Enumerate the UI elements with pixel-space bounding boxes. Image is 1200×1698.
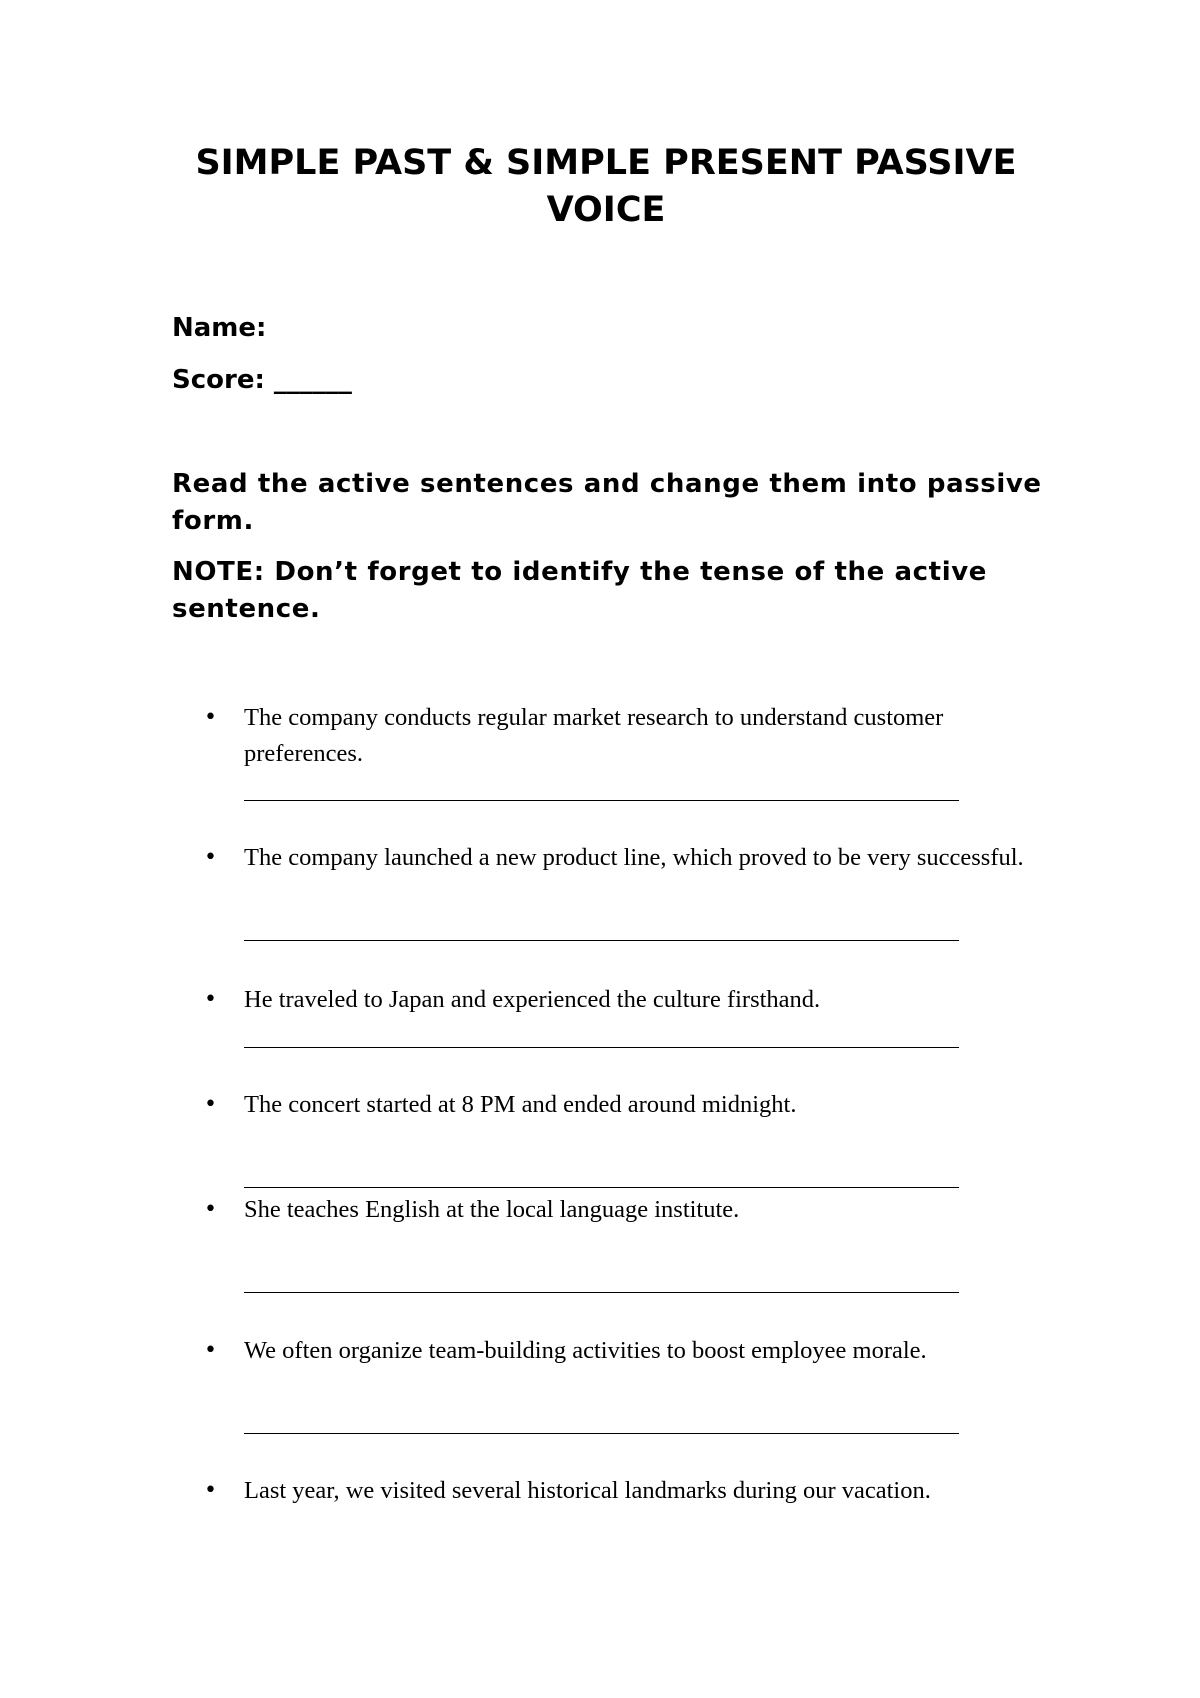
name-label: Name:	[172, 313, 267, 343]
exercise-sentence: The company conducts regular market research to understand customer preferences.	[244, 704, 944, 767]
score-label: Score: ______	[172, 365, 352, 395]
answer-line[interactable]	[244, 1433, 959, 1434]
answer-line[interactable]	[244, 800, 959, 801]
bullet-icon: •	[204, 705, 217, 730]
answer-line[interactable]	[244, 1047, 959, 1048]
instruction-text: Read the active sentences and change them into passive form.	[172, 469, 1042, 536]
answer-line[interactable]	[244, 1292, 959, 1293]
bullet-icon: •	[204, 1092, 217, 1117]
bullet-icon: •	[204, 987, 217, 1012]
bullet-icon: •	[204, 1338, 217, 1363]
answer-line[interactable]	[244, 940, 959, 941]
exercise-sentence: The company launched a new product line, which proved to be very successful.	[244, 844, 1024, 871]
exercise-sentence: She teaches English at the local language institute.	[244, 1196, 740, 1223]
bullet-icon: •	[204, 845, 217, 870]
exercise-sentence: He traveled to Japan and experienced the culture firsthand.	[244, 986, 821, 1013]
exercise-sentence: We often organize team-building activities to boost employee morale.	[244, 1337, 927, 1364]
answer-line[interactable]	[244, 1187, 959, 1188]
note-text: NOTE: Don’t forget to identify the tense of the active sentence.	[172, 557, 987, 624]
exercise-sentence: The concert started at 8 PM and ended around midnight.	[244, 1091, 797, 1118]
page-title: SIMPLE PAST & SIMPLE PRESENT PASSIVE VOICE	[195, 143, 1017, 230]
bullet-icon: •	[204, 1478, 217, 1503]
bullet-icon: •	[204, 1197, 217, 1222]
exercise-sentence: Last year, we visited several historical landmarks during our vacation.	[244, 1477, 931, 1504]
